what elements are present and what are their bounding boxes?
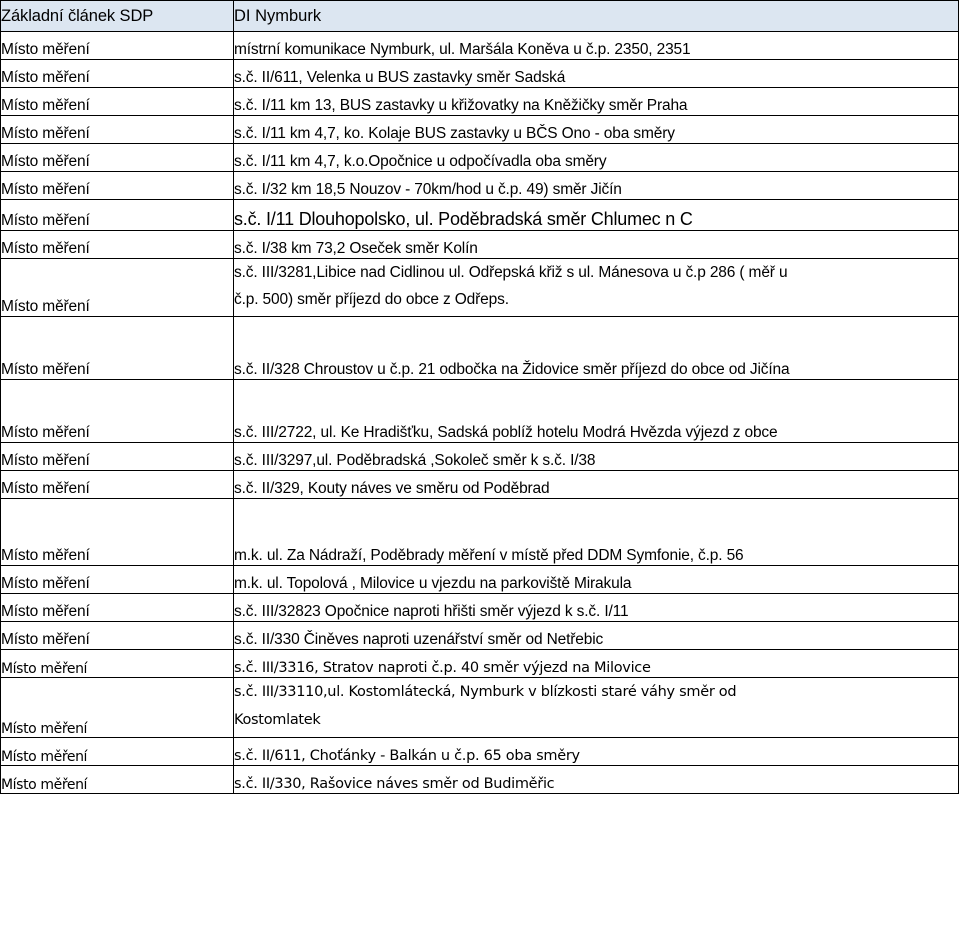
- row-value: s.č. II/611, Choťánky - Balkán u č.p. 65 oba směry: [234, 738, 959, 766]
- row-value: s.č. I/11 km 4,7, k.o.Opočnice u odpočívadla oba směry: [234, 144, 959, 172]
- row-label: Místo měření: [1, 766, 234, 794]
- row-label: Místo měření: [1, 738, 234, 766]
- row-label: Místo měření: [1, 650, 234, 678]
- row-value: místrní komunikace Nymburk, ul. Maršála Koněva u č.p. 2350, 2351: [234, 32, 959, 60]
- row-value: s.č. I/11 km 13, BUS zastavky u křižovatky na Kněžičky směr Praha: [234, 88, 959, 116]
- table-row: [1, 766, 959, 794]
- row-label: Místo měření: [1, 380, 234, 443]
- row-label: Místo měření: [1, 594, 234, 622]
- table-row: [1, 678, 959, 738]
- table-row: [1, 622, 959, 650]
- row-value: s.č. II/328 Chroustov u č.p. 21 odbočka na Židovice směr příjezd do obce od Jičína: [234, 317, 959, 380]
- table-row: [1, 380, 959, 443]
- table-row: [1, 144, 959, 172]
- table-row: [1, 259, 959, 317]
- row-value: s.č. II/330 Činěves naproti uzenářství směr od Netřebic: [234, 622, 959, 650]
- row-value: m.k. ul. Topolová , Milovice u vjezdu na parkoviště Mirakula: [234, 566, 959, 594]
- row-value: [234, 678, 959, 738]
- row-value: s.č. I/11 km 4,7, ko. Kolaje BUS zastavky u BČS Ono - oba směry: [234, 116, 959, 144]
- row-value: s.č. I/32 km 18,5 Nouzov - 70km/hod u č.p. 49) směr Jičín: [234, 172, 959, 200]
- row-value: m.k. ul. Za Nádraží, Poděbrady měření v místě před DDM Symfonie, č.p. 56: [234, 499, 959, 566]
- row-value-line: č.p. 500) směr příjezd do obce z Odřeps.: [234, 291, 509, 308]
- row-label: Místo měření: [1, 499, 234, 566]
- table-row: [1, 88, 959, 116]
- row-label: Místo měření: [1, 231, 234, 259]
- row-value: s.č. III/3316, Stratov naproti č.p. 40 směr výjezd na Milovice: [234, 650, 959, 678]
- row-label: Místo měření: [1, 172, 234, 200]
- row-label: Místo měření: [1, 622, 234, 650]
- table-row: [1, 317, 959, 380]
- table-row: [1, 32, 959, 60]
- row-label: Místo měření: [1, 566, 234, 594]
- table-row: [1, 231, 959, 259]
- row-value: s.č. II/330, Rašovice náves směr od Budiměřic: [234, 766, 959, 794]
- table-row: [1, 60, 959, 88]
- row-label: Místo měření: [1, 443, 234, 471]
- row-value: s.č. III/32823 Opočnice naproti hřišti směr výjezd k s.č. I/11: [234, 594, 959, 622]
- row-label: Místo měření: [1, 259, 234, 317]
- row-label: Místo měření: [1, 144, 234, 172]
- row-label: Místo měření: [1, 471, 234, 499]
- row-value: s.č. III/3297,ul. Poděbradská ,Sokoleč směr k s.č. I/38: [234, 443, 959, 471]
- row-label: Místo měření: [1, 317, 234, 380]
- table-row: [1, 116, 959, 144]
- row-value: [234, 259, 959, 317]
- table-row: [1, 200, 959, 231]
- row-value: s.č. III/2722, ul. Ke Hradišťku, Sadská poblíž hotelu Modrá Hvězda výjezd z obce: [234, 380, 959, 443]
- row-label: Místo měření: [1, 678, 234, 738]
- table-row: [1, 650, 959, 678]
- table-row: [1, 738, 959, 766]
- row-value: s.č. I/38 km 73,2 Oseček směr Kolín: [234, 231, 959, 259]
- row-label: Místo měření: [1, 200, 234, 231]
- table-row: [1, 566, 959, 594]
- table-header-row: [1, 1, 959, 32]
- table-row: [1, 471, 959, 499]
- row-label: Místo měření: [1, 32, 234, 60]
- header-title: DI Nymburk: [234, 1, 959, 32]
- header-left-label: Základní článek SDP: [1, 1, 234, 32]
- row-label: Místo měření: [1, 88, 234, 116]
- table-row: [1, 172, 959, 200]
- row-value-line: s.č. III/3281,Libice nad Cidlinou ul. Odřepská křiž s ul. Mánesova u č.p 286 ( měř u: [234, 264, 788, 281]
- row-value-line: Kostomlatek: [234, 712, 321, 728]
- table-row: [1, 443, 959, 471]
- row-value: s.č. II/611, Velenka u BUS zastavky směr Sadská: [234, 60, 959, 88]
- row-label: Místo měření: [1, 60, 234, 88]
- row-label: Místo měření: [1, 116, 234, 144]
- row-value: s.č. II/329, Kouty náves ve směru od Poděbrad: [234, 471, 959, 499]
- row-value: s.č. I/11 Dlouhopolsko, ul. Poděbradská směr Chlumec n C: [234, 200, 959, 231]
- row-value-line: s.č. III/33110,ul. Kostomlátecká, Nymburk v blízkosti staré váhy směr od: [234, 684, 737, 700]
- table-row: [1, 499, 959, 566]
- table-row: [1, 594, 959, 622]
